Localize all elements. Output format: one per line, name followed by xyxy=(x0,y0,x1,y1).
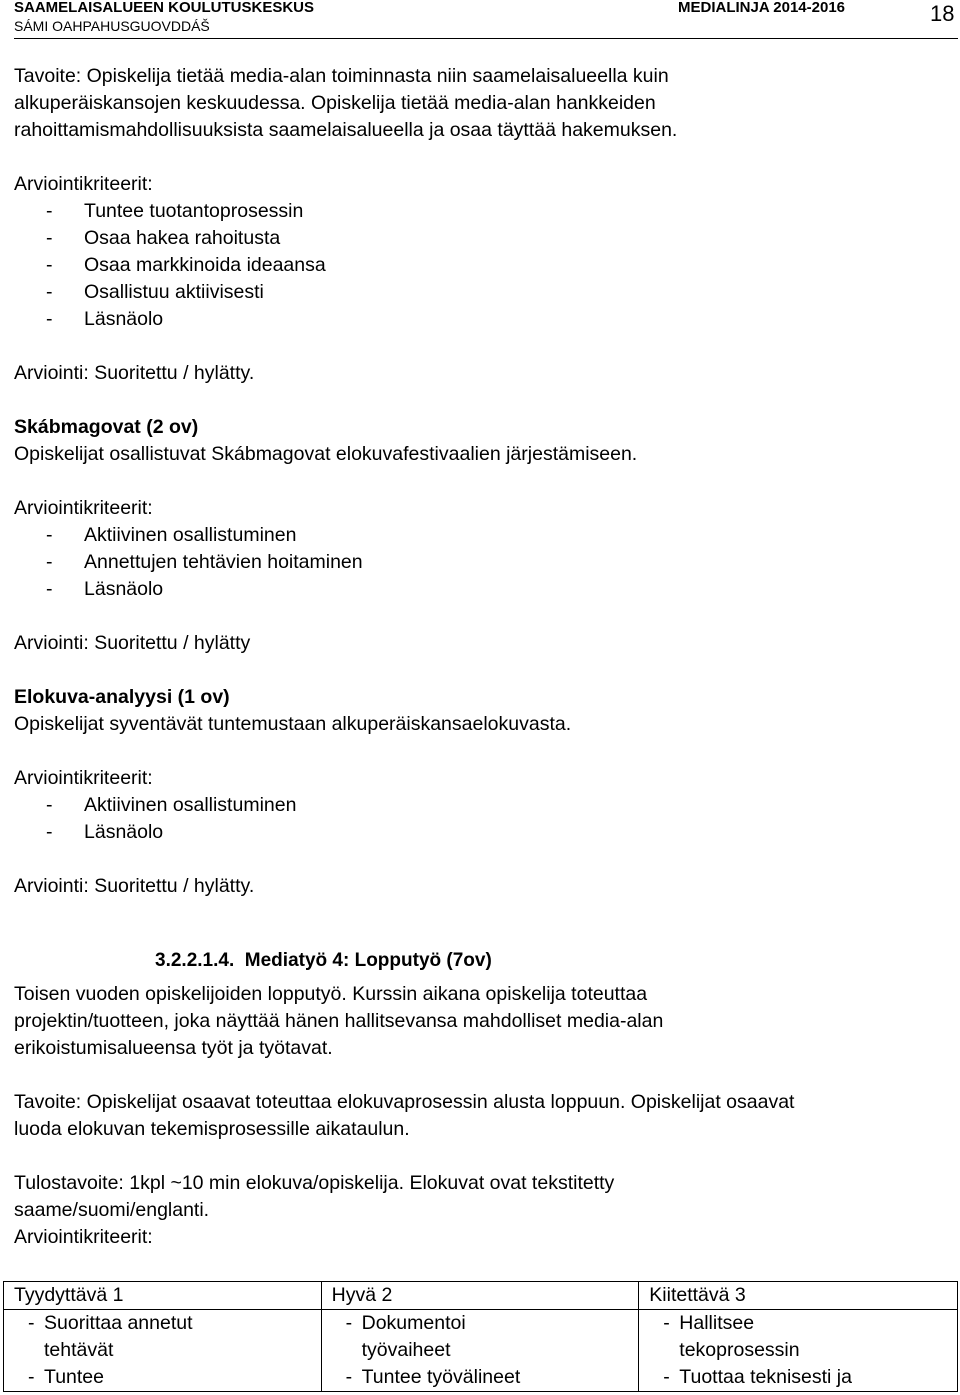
output-goal-text: saame/suomi/englanti. xyxy=(14,1199,210,1221)
assessment-text: Arviointi: Suoritettu / hylätty. xyxy=(14,875,255,897)
page-number: 18 xyxy=(930,1,955,26)
output-goal-text: Tulostavoite: 1kpl ~10 min elokuva/opiskelija. Elokuvat ovat tekstitetty xyxy=(14,1172,615,1194)
criteria-label: Arviointikriteerit: xyxy=(14,173,153,195)
criteria-item: - Läsnäolo xyxy=(14,819,960,846)
section-description: Opiskelijat osallistuvat Skábmagovat elokuvafestivaalien järjestämiseen. xyxy=(14,443,638,465)
section-heading-elokuva-analyysi: Elokuva-analyysi (1 ov) xyxy=(14,686,230,708)
intro-goal-line: alkuperäiskansojen keskuudessa. Opiskelija tietää media-alan hankkeiden xyxy=(14,92,656,114)
criteria-item: - Tuntee tuotantoprosessin xyxy=(14,198,960,225)
criteria-item: - Osallistuu aktiivisesti xyxy=(14,279,960,306)
section-description: Opiskelijat syventävät tuntemustaan alkuperäiskansaelokuvasta. xyxy=(14,713,572,735)
section-heading-skabmagovat: Skábmagovat (2 ov) xyxy=(14,416,199,438)
list-item: - Suorittaa annetut tehtävät xyxy=(28,1312,193,1361)
criteria-item: - Osaa hakea rahoitusta xyxy=(14,225,960,252)
document-title: MEDIALINJA 2014-2016 xyxy=(678,0,846,16)
section-heading-mediatyo-4: 3.2.2.1.4. Mediatyö 4: Lopputyö (7ov) xyxy=(155,950,492,971)
table-cell xyxy=(639,1310,958,1392)
criteria-table xyxy=(3,1281,958,1392)
organization-name-sami: SÁMI OAHPAHUSGUOVDDÁŠ xyxy=(14,18,210,34)
section-description: Toisen vuoden opiskelijoiden lopputyö. Kurssin aikana opiskelija toteuttaa xyxy=(14,983,648,1005)
list-item: - Tuntee xyxy=(28,1366,104,1388)
column-header: Kiitettävä 3 xyxy=(639,1282,958,1310)
criteria-item: - Aktiivinen osallistuminen xyxy=(14,522,960,549)
criteria-item: - Läsnäolo xyxy=(14,306,960,333)
criteria-label: Arviointikriteerit: xyxy=(14,1226,153,1248)
table-row xyxy=(4,1310,958,1392)
criteria-item: - Aktiivinen osallistuminen xyxy=(14,792,960,819)
criteria-item: - Annettujen tehtävien hoitaminen xyxy=(14,549,960,576)
list-item: - Tuottaa teknisesti ja xyxy=(663,1366,852,1388)
column-header: Tyydyttävä 1 xyxy=(4,1282,322,1310)
organization-name: SAAMELAISALUEEN KOULUTUSKESKUS xyxy=(14,0,315,16)
goal-text: Tavoite: Opiskelijat osaavat toteuttaa elokuvaprosessin alusta loppuun. Opiskelijat osaavat xyxy=(14,1091,795,1113)
table-cell xyxy=(321,1310,639,1392)
assessment-text: Arviointi: Suoritettu / hylätty xyxy=(14,632,251,654)
header-divider xyxy=(14,38,958,39)
document-body xyxy=(14,63,960,1251)
table-cell xyxy=(4,1310,322,1392)
criteria-label: Arviointikriteerit: xyxy=(14,497,153,519)
criteria-item: - Osaa markkinoida ideaansa xyxy=(14,252,960,279)
page-header xyxy=(14,0,960,40)
intro-goal-line: rahoittamismahdollisuuksista saamelaisalueella ja osaa täyttää hakemuksen. xyxy=(14,119,678,141)
list-item: - Hallitsee tekoprosessin xyxy=(663,1312,800,1361)
assessment-text: Arviointi: Suoritettu / hylätty. xyxy=(14,362,255,384)
section-description: erikoistumisalueensa työt ja työtavat. xyxy=(14,1037,333,1059)
goal-text: luoda elokuvan tekemisprosessille aikataulun. xyxy=(14,1118,410,1140)
list-item: - Dokumentoi työvaiheet xyxy=(345,1312,466,1361)
criteria-item: - Läsnäolo xyxy=(14,576,960,603)
section-description: projektin/tuotteen, joka näyttää hänen hallitsevansa mahdolliset media-alan xyxy=(14,1010,664,1032)
criteria-label: Arviointikriteerit: xyxy=(14,767,153,789)
list-item: - Tuntee työvälineet xyxy=(345,1366,521,1388)
column-header: Hyvä 2 xyxy=(321,1282,639,1310)
table-header-row xyxy=(4,1282,958,1310)
intro-goal-line: Tavoite: Opiskelija tietää media-alan toiminnasta niin saamelaisalueella kuin xyxy=(14,65,669,87)
